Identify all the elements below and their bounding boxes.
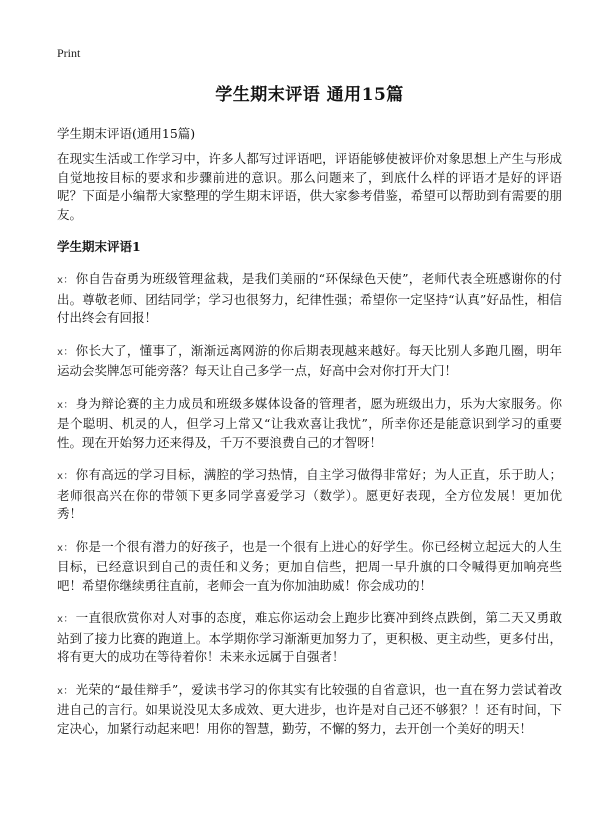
- comment-paragraph: [57, 395, 562, 453]
- comment-text: 身为辩论赛的主力成员和班级多媒体设备的管理者，愿为班级出力，乐为大家服务。你是个聪明、机灵的人，但学习上常又“让我欢喜让我忧”，所幸你还是能意识到学习的重要性。现在开始努力还来得及，千万不要浪费自己的才智呀！: [57, 395, 562, 450]
- document-content: [57, 150, 562, 752]
- comment-paragraph: [57, 342, 562, 381]
- comment-prefix: x：: [57, 275, 74, 286]
- comment-prefix: x：: [57, 685, 74, 697]
- comment-prefix: x：: [57, 542, 74, 554]
- comment-paragraph: [57, 538, 562, 596]
- comment-prefix: x：: [57, 346, 74, 358]
- document-subtitle: 学生期末评语(通用15篇): [57, 126, 196, 141]
- comment-text: 你是一个很有潜力的好孩子，也是一个很有上进心的好学生。你已经树立起远大的人生目标，已经意识到自己的责任和义务；更加自信些，把周一早升旗的口令喊得更加响亮些吧！希望你继续勇往直前，老师会一直为你加油助威！你会成功的！: [57, 538, 562, 593]
- intro-paragraph: 在现实生活或工作学习中，许多人都写过评语吧，评语能够使被评价对象思想上产生与形成自觉地按目标的要求和步骤前进的意识。那么问题来了，到底什么样的评语才是好的评语呢？下面是小编帮大家整理的学生期末评语，供大家参考借鉴，希望可以帮助到有需要的朋友。: [57, 151, 562, 222]
- comment-text: 你长大了，懂事了，渐渐远离网游的你后期表现越来越好。每天比别人多跑几圈，明年运动会奖牌怎可能旁落？每天让自己多学一点，好高中会对你打开大门！: [57, 342, 562, 378]
- section-heading: 学生期末评语1: [57, 239, 141, 254]
- document-title: 学生期末评语 通用15篇: [215, 85, 404, 105]
- comment-prefix: x：: [57, 614, 74, 625]
- comment-paragraph: [57, 466, 562, 524]
- comment-paragraph: [57, 609, 562, 667]
- print-link[interactable]: Print: [57, 46, 81, 60]
- comment-text: 一直很欣赏你对人对事的态度，难忘你运动会上跑步比赛冲到终点跌倒，第二天又勇敢站到了接力比赛的跑道上。本学期你学习渐渐更加努力了，更积极、更主动些，更多付出，将有更大的成功在等待着你！未来永远属于自强者！: [57, 610, 562, 664]
- comment-prefix: x：: [57, 399, 74, 411]
- comment-paragraph: [57, 270, 562, 328]
- comment-text: 光荣的“最佳辩手”，爱读书学习的你其实有比较强的自省意识，也一直在努力尝试着改进自己的言行。如果说没见太多成效、更大进步，也许是对自己还不够狠？！还有时间，下定决心，加紧行动起来吧！用你的智慧，勤劳，不懈的努力，去开创一个美好的明天！: [57, 681, 562, 736]
- comment-prefix: x：: [57, 471, 74, 482]
- comment-text: 你有高远的学习目标，满腔的学习热情，自主学习做得非常好；为人正直，乐于助人；老师很高兴在你的带领下更多同学喜爱学习（数学）。愿更好表现，全方位发展！更加优秀！: [57, 467, 562, 521]
- comment-text: 你自告奋勇为班级管理盆栽，是我们美丽的“环保绿色天使”，老师代表全班感谢你的付出。尊敬老师、团结同学；学习也很努力，纪律性强；希望你一定坚持“认真”好品性，相信付出终会有回报！: [57, 271, 562, 325]
- comment-paragraph: [57, 681, 562, 739]
